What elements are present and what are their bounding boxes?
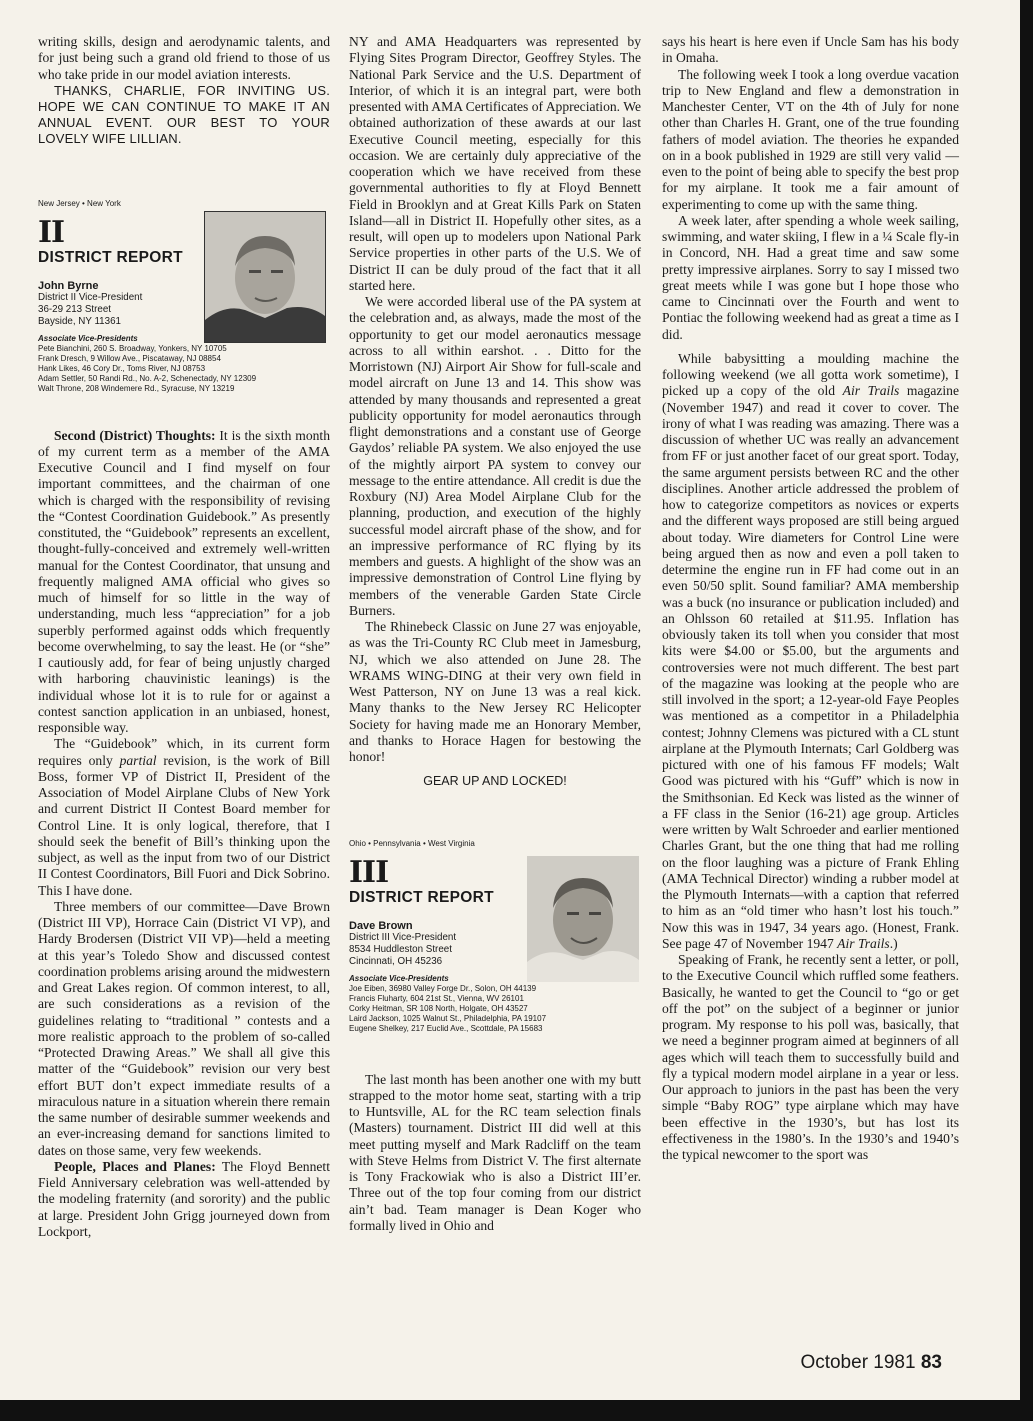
- associate-vp: Hank Likes, 46 Cory Dr., Toms River, NJ 08753: [38, 363, 206, 373]
- associate-vp: Laird Jackson, 1025 Walnut St., Philadelphia, PA 19107: [349, 1013, 547, 1023]
- portrait-photo-dave-brown: [527, 856, 639, 982]
- issue-date: October 1981: [800, 1352, 916, 1373]
- paragraph: writing skills, design and aerodynamic talents, and for just being such a grand old friend to those of us who take pride in our model aviation interests.: [38, 34, 330, 82]
- vp-city: Cincinnati, OH 45236: [349, 956, 443, 967]
- district-title: DISTRICT REPORT: [349, 888, 494, 906]
- district-iii-header: [349, 836, 641, 1072]
- associate-vp: Walt Throne, 208 Windemere Rd., Syracuse, NY 13219: [38, 383, 235, 393]
- paragraph: The Rhinebeck Classic on June 27 was enjoyable, as was the Tri-County RC Club meet in Jamesburg, NJ, which we also attended on June 28. The WRAMS WING-DING at their very own field in West Patterson, NY on June 13 was a real kick. Many thanks to the New Jersey RC Helicopter Society for having made me an Honorary Member, and thanks to Horace Hagen for bestowing the honor!: [349, 619, 641, 764]
- district-title: DISTRICT REPORT: [38, 248, 183, 266]
- associate-vp: Corky Heitman, SR 108 North, Holgate, OH 43527: [349, 1003, 528, 1013]
- vp-address: 8534 Huddleston Street: [349, 944, 452, 955]
- associate-vp: Joe Eiben, 36980 Valley Forge Dr., Solon, OH 44139: [349, 983, 537, 993]
- paragraph: The “Guidebook” which, in its current form requires only partial revision, is the work of Bill Boss, former VP of District II, President of the Association of Model Airplane Clubs of New York and current District II Contest Board member for Control Line. It is only logical, therefore, that I should seek the benefit of Bill’s thinking upon the subject, as well as the input from two of our District II Contest Coordinators, Bill Fuori and Dick Sobrino. This I have done.: [38, 736, 330, 898]
- portrait-photo-john-byrne: [204, 211, 326, 343]
- vp-city: Bayside, NY 11361: [38, 316, 121, 328]
- vp-name: Dave Brown: [349, 920, 413, 932]
- paragraph: Speaking of Frank, he recently sent a letter, or poll, to the Executive Council which ruffled some feathers. Basically, he wanted to get the Council to “go or get off the pot” on the subject of a beginner or junior program. My response to his poll was, basically, that we need a beginner program aimed at beginners of all ages which will teach them to successfully build and fly a typical modern model airplane in a year or less. Our approach to juniors in the past has been the very simple “Baby ROG” type airplane which may have been effective in the 1930’s, but has lost its effectiveness in the 1980’s. In the 1930’s and 1940’s the typical newcomer to the sport was: [662, 952, 959, 1162]
- vp-address: 36-29 213 Street: [38, 304, 111, 316]
- paragraph: We were accorded liberal use of the PA system at the celebration and, as always, made the most of the opportunity to get our model aeronautics message across to all within earshot. . . Ditto for the Morristown (NJ) Airport Air Show for full-scale and model aircraft on June 13 and 14. This show was attended by many thousands and represented a great publicity opportunity for model aeronautics through flight demonstrations and a constant use of George Gaydos’ reliable PA system. We also enjoyed the use of the mightly airport PA system to convey our message to the entire attendance. All credit is due the Roxbury (NJ) Area Model Airplane Club for the planning, production, and execution of the highly successful model aircraft phase of the show, and for an impressive performance of RC flying by its members and guests. A highlight of the show was an impressive demonstration of Control Line flying by members of the venerable Garden State Circle Burners.: [349, 294, 641, 618]
- vp-title: District II Vice-President: [38, 292, 143, 304]
- column-3: [662, 34, 959, 1163]
- paragraph: Three members of our committee—Dave Brown (District III VP), Horrace Cain (District VI VP), and Hardy Brodersen (District VII VP)—held a meeting at this year’s Toledo Show and discussed contest coordination problems arising around the midwestern and Great Lakes region. Of common interest, to all, are such considerations as a revision of the guidelines relating to “traditional ” contests and a more realistic approach to the problem of so-called “Protected Drawing Areas.” We shall all give this matter of the “Guidebook” revision our very best effort BUT don’t expect immediate results of a miraculous nature in a situation wherein there remain the same number of desirable summer weekends and an ever-increasing demand for sanctions limited to dates on those same, very few weekends.: [38, 898, 330, 1158]
- page-number: 83: [920, 1352, 942, 1373]
- page-folio: [800, 1352, 942, 1374]
- associate-vp: Pete Bianchini, 260 S. Broadway, Yonkers, NY 10705: [38, 343, 227, 353]
- closing-note: THANKS, CHARLIE, FOR INVITING US. HOPE WE CAN CONTINUE TO MAKE IT AN ANNUAL EVENT. OUR BEST TO YOUR LOVELY WIFE LILLIAN.: [38, 82, 330, 147]
- paragraph: says his heart is here even if Uncle Sam has his body in Omaha.: [662, 34, 959, 66]
- district-ii-header: [38, 196, 330, 428]
- sign-off: GEAR UP AND LOCKED!: [423, 774, 567, 789]
- paragraph: A week later, after spending a whole week sailing, swimming, and water skiing, I flew in a ¼ Scale fly-in in Concord, NH. Had a great time and saw some pretty impressive airplanes. Sorry to say I missed two great meets while I was gone but I hope those who came to Cincinnati over the Fourth and went to Pontiac the following weekend had as great a time as I did.: [662, 212, 959, 342]
- paragraph: While babysitting a moulding machine the following weekend (we all gotta work sometime), I picked up a copy of the old Air Trails magazine (November 1947) and read it cover to cover. The irony of what I was reading was amazing. There was a discussion of whether UC was really an advancement from FF or just another facet of our great sport. Today, the same argument persists between RC and the other disciplines. Another article addressed the problem of how to categorize competitors as novices or experts and the different ways proposed are still being argued about today. Wire diameters for Control Line were being argued then as now and even a poll taken to determine the engine run in FF had come out in an even 50/50 split. Sound familiar? AMA membership was a buck (no insurance or publication included) and an Ohlsson 60 retailed at $11.95. Inflation has obviously taken its toll when you consider that most kits were $4.00 or $5.00, but the arguments and controversies were not much different. The best part of the magazine was looking at the people who are still involved in the sport; a 12-year-old Faye Peoples was mentioned as a competitor in a Philadelphia contest; Johnny Clemens was pictured with a CL stunt airplane at the Plymouth Internats; Carl Goldberg was pictured with one of his famous FF models; Walt Good was pictured with his “Guff” which is now in the Smithsonian. Ed Keck was listed as the winner of a FF class in the Senior (16-21) age group. Articles were written by Walt Schroeder and earlier mentioned Charles Grant, but the one thing that had me rolling on the floor laughing was a picture of Frank Ehling (AMA Technical Director) winding a rubber model at the Plymouth Internats—with a caption that referred to him as an “old timer who hasn’t lost his touch.” Now this was in 1947, 34 years ago. (Honest, Frank. See page 47 of November 1947 Air Trails.): [662, 350, 959, 951]
- vp-title: District III Vice-President: [349, 932, 457, 943]
- district-states: Ohio • Pennsylvania • West Virginia: [349, 838, 475, 848]
- paragraph: The following week I took a long overdue vacation trip to New England and flew a demonstration in Manchester Center, VT on the 4th of July for none other than Charles H. Grant, one of the true founding fathers of model aviation. The theories he expanded on in a book published in 1929 are still very valid —even to the point of being able to specify the best prop for my airplane. It took me a fair amount of experimenting to come up with the same thing.: [662, 66, 959, 212]
- district-numeral: II: [38, 214, 65, 250]
- associate-vps: [349, 974, 641, 1033]
- district-numeral: III: [349, 854, 389, 890]
- associate-vp: Francis Fluharty, 604 21st St., Vienna, WV 26101: [349, 993, 524, 1003]
- associate-vp: Frank Dresch, 9 Willow Ave., Piscataway, NJ 08854: [38, 353, 221, 363]
- column-2: [349, 34, 641, 1234]
- associate-vp: Adam Settler, 50 Randi Rd., No. A-2, Schenectady, NY 12309: [38, 373, 257, 383]
- paragraph: People, Places and Planes: The Floyd Bennett Field Anniversary celebration was well-attended by the modeling fraternity (and sorority) and the public at large. President John Grigg journeyed down from Lockport,: [38, 1158, 330, 1239]
- run-in-head: Second (District) Thoughts:: [54, 427, 216, 443]
- associate-vps-heading: Associate Vice-Presidents: [38, 334, 138, 344]
- associate-vps: [38, 334, 330, 393]
- paragraph: Second (District) Thoughts: It is the sixth month of my current term as a member of the AMA Executive Council and I find myself on four important committees, and the chairman of one which is charged with the responsibility of revising the “Contest Coordination Guidebook.” As presently constituted, the “Guidebook” represents an excellent, thought-fully-conceived and extremely well-written manual for the Contest Coordinator, that unsung and frequently maligned AMA official who gives so much of himself for so little in the way of understanding, much less “appreciation” for a job superbly performed against odds which frequently become overwhelming, to say the least. He (or “she” I cautiously add, for fear of being unjustly charged with harboring chauvinistic leanings) is the individual whose lot it is to rule for or against a contest sanction application in an unbiased, honest, responsible way.: [38, 427, 330, 736]
- paragraph: NY and AMA Headquarters was represented by Flying Sites Program Director, Geoffrey Styles. The National Park Service and the U.S. Department of Interior, of which it is an integral part, were both presented with AMA Certificates of Appreciation. We obtained authorization of these awards at our last Executive Council meeting, especially for this occasion. We are certainly duly appreciative of the cooperation which we have received from these governmental authorities to fly at Floyd Bennett Field in Brooklyn and at Great Kills Park on Staten Island—all in District II. Hopefully other sites, as a result, will open up to modelers upon National Park Service properties in other parts of the U.S. We of District II can be duly proud of the fact that it all started here.: [349, 34, 641, 293]
- run-in-head: People, Places and Planes:: [54, 1158, 216, 1174]
- associate-vp: Eugene Shelkey, 217 Euclid Ave., Scottdale, PA 15683: [349, 1023, 543, 1033]
- associate-vps-heading: Associate Vice-Presidents: [349, 974, 449, 983]
- paragraph: The last month has been another one with my butt strapped to the motor home seat, starting with a trip to Huntsville, AL for the RC team selection finals (Masters) tournament. District III did well at this meet putting myself and Mark Radcliff on the team with Steve Helms from District V. The first alternate is Tony Frackowiak who is also a District III’er. Three out of the top four coming from our district ain’t bad. Team manager is Dean Koger who formally lived in Ohio and: [349, 1071, 641, 1233]
- column-1: [38, 34, 330, 1240]
- vp-name: John Byrne: [38, 280, 99, 293]
- district-states: New Jersey • New York: [38, 198, 121, 208]
